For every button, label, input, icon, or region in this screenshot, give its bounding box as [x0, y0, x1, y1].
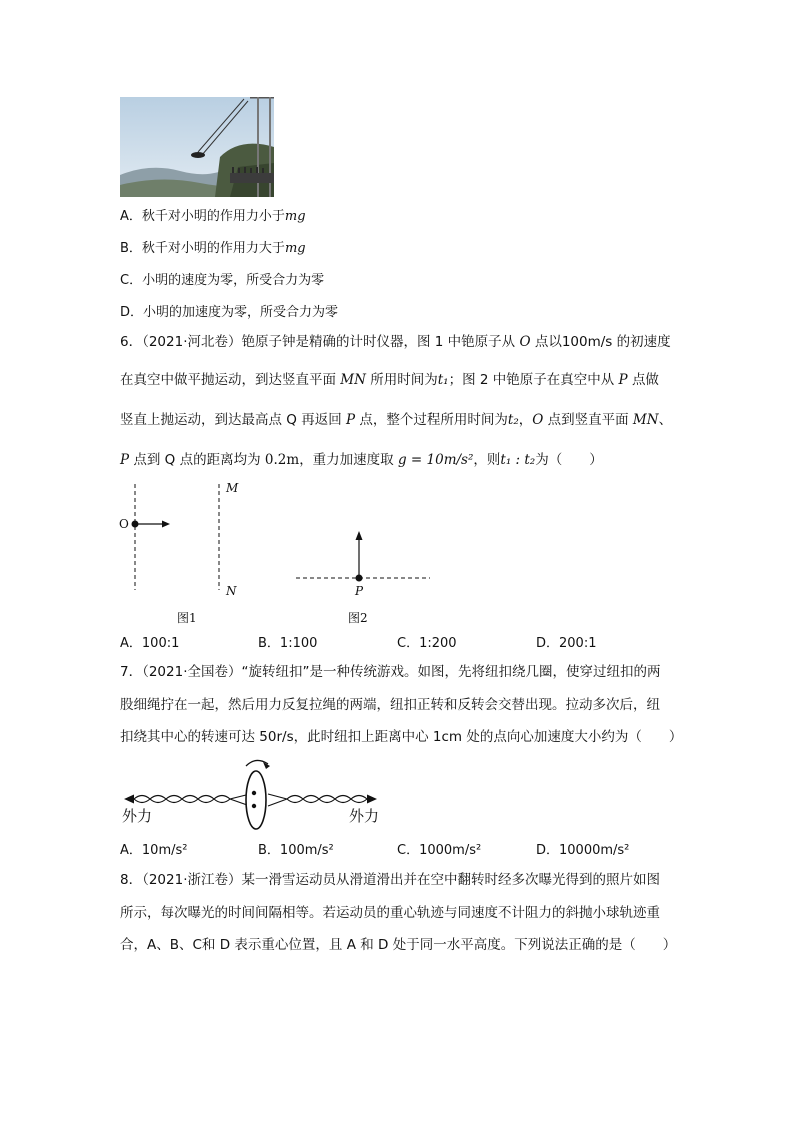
q8-line-2: 所示，每次曝光的时间间隔相等。若运动员的重心轨迹与同速度不计阻力的斜抛小球轨迹重	[120, 905, 660, 921]
fig2-caption: 图2	[348, 611, 368, 625]
fig2-label-p: P	[355, 584, 364, 598]
option-a: A．10m/s²	[120, 843, 188, 858]
q8-line-3: 合，A、B、C和 D 表示重心位置，且 A 和 D 处于同一水平高度。下列说法正确的是（ ）	[120, 937, 677, 953]
q6-line-4: P 点到 Q 点的距离均为 0.2m，重力加速度取 g = 10m/s²，则t₁ : t₂为（ ）	[120, 452, 603, 468]
swing-photo	[120, 97, 274, 197]
q6-line-2: 在真空中做平抛运动，到达竖直平面 MN 所用时间为t₁；图 2 中铯原子在真空中从 P 点做	[120, 372, 659, 388]
q8-line-1: 8．（2021·浙江卷）某一滑雪运动员从滑道滑出并在空中翻转时经多次曝光得到的照片如图	[120, 872, 660, 888]
option-c: C．1:200	[397, 636, 457, 651]
fig1-label-n: N	[226, 584, 237, 598]
option-b: B．秋千对小明的作用力大于mg	[120, 241, 306, 256]
force-label-left: 外力	[122, 807, 153, 825]
q7-line-1: 7．（2021·全国卷）“旋转纽扣”是一种传统游戏。如图，先将纽扣绕几圈，使穿过纽扣的两	[120, 664, 661, 680]
option-b: B．100m/s²	[258, 843, 334, 858]
figure-1	[110, 478, 270, 628]
fig1-label-o: O	[119, 517, 129, 531]
spinning-button-figure	[118, 752, 388, 832]
q7-line-3: 扣绕其中心的转速可达 50r/s，此时纽扣上距离中心 1cm 处的点向心加速度大小约为（ ）	[120, 729, 683, 745]
option-d: D．200:1	[536, 636, 597, 651]
option-d: D．10000m/s²	[536, 843, 630, 858]
option-a: A．100:1	[120, 636, 180, 651]
q7-line-2: 股细绳拧在一起，然后用力反复拉绳的两端，纽扣正转和反转会交替出现。拉动多次后，纽	[120, 697, 660, 713]
option-a: A．秋千对小明的作用力小于mg	[120, 209, 306, 224]
fig1-label-m: M	[226, 481, 239, 495]
q6-line-3: 竖直上抛运动，到达最高点 Q 再返回 P 点，整个过程所用时间为t₂，O 点到竖直平面 MN、	[120, 412, 673, 428]
q6-line-1: 6．（2021·河北卷）铯原子钟是精确的计时仪器，图 1 中铯原子从 O 点以100m/s 的初速度	[120, 334, 671, 350]
figure-2	[290, 520, 440, 600]
option-b: B．1:100	[258, 636, 318, 651]
force-label-right: 外力	[349, 807, 380, 825]
fig1-caption: 图1	[177, 611, 197, 625]
option-c: C．小明的速度为零，所受合力为零	[120, 273, 325, 288]
option-d: D．小明的加速度为零，所受合力为零	[120, 305, 339, 320]
option-c: C．1000m/s²	[397, 843, 482, 858]
